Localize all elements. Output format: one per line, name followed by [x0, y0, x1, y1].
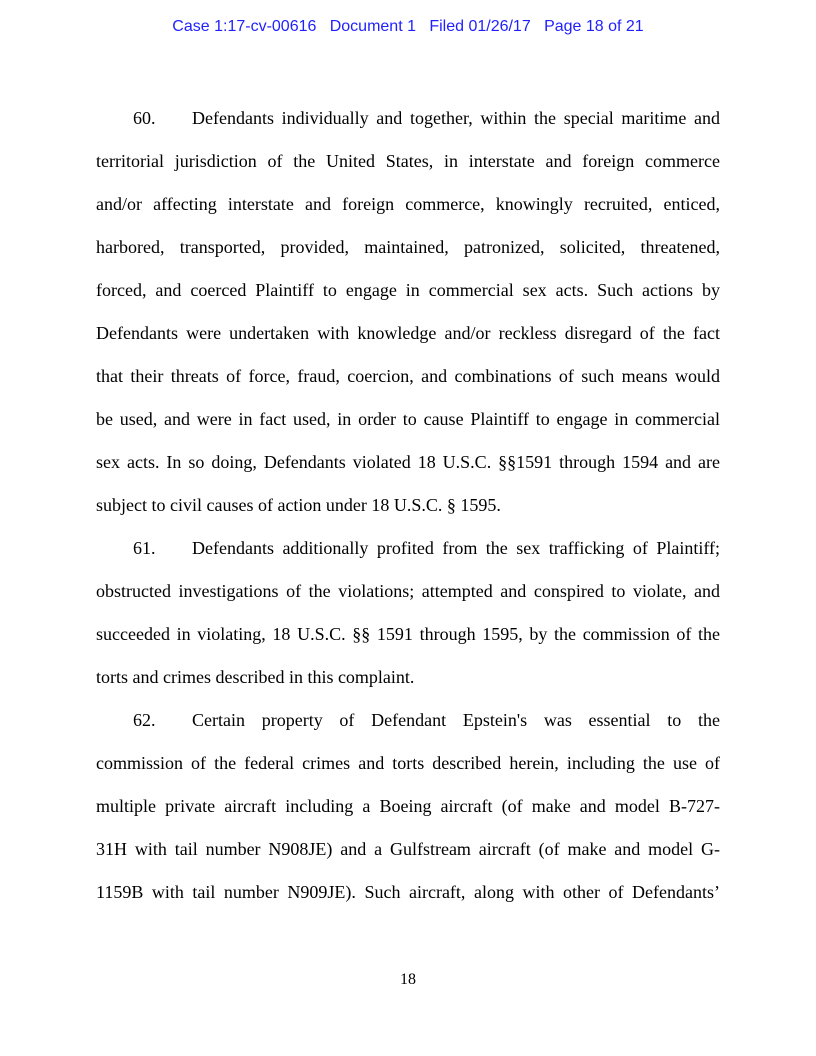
- paragraph-60: [96, 104, 720, 534]
- text-line: [96, 104, 720, 147]
- line-text: be used, and were in fact used, in order to cause Plaintiff to engage in commercial: [96, 409, 720, 429]
- text-line: [96, 491, 720, 534]
- text-line: [96, 233, 720, 276]
- line-text: harbored, transported, provided, maintained, patronized, solicited, threatened,: [96, 237, 720, 257]
- line-text: territorial jurisdiction of the United States, in interstate and foreign commerce: [96, 151, 720, 171]
- line-text: torts and crimes described in this complaint.: [96, 667, 415, 687]
- text-line: [96, 276, 720, 319]
- paragraph-number: 62.: [133, 710, 156, 730]
- line-text: Defendants additionally profited from the sex trafficking of Plaintiff;: [192, 538, 720, 558]
- line-text: commission of the federal crimes and torts described herein, including the use of: [96, 753, 720, 773]
- text-line: [96, 534, 720, 577]
- text-line: [96, 190, 720, 233]
- line-text: 1159B with tail number N909JE). Such aircraft, along with other of Defendants’: [96, 882, 720, 902]
- line-text: 31H with tail number N908JE) and a Gulfstream aircraft (of make and model G-: [96, 839, 720, 859]
- line-text: and/or affecting interstate and foreign commerce, knowingly recruited, enticed,: [96, 194, 720, 214]
- text-line: [96, 663, 720, 706]
- line-text: succeeded in violating, 18 U.S.C. §§ 1591 through 1595, by the commission of the: [96, 624, 720, 644]
- line-text: subject to civil causes of action under 18 U.S.C. § 1595.: [96, 495, 501, 515]
- text-line: [96, 319, 720, 362]
- text-line: [96, 147, 720, 190]
- text-line: [96, 749, 720, 792]
- text-line: [96, 878, 720, 921]
- text-line: [96, 448, 720, 491]
- text-line: [96, 405, 720, 448]
- line-text: sex acts. In so doing, Defendants violated 18 U.S.C. §§1591 through 1594 and are: [96, 452, 720, 472]
- document-body: [96, 104, 720, 921]
- text-line: [96, 362, 720, 405]
- line-text: multiple private aircraft including a Boeing aircraft (of make and model B-727-: [96, 796, 720, 816]
- line-text: that their threats of force, fraud, coercion, and combinations of such means would: [96, 366, 720, 386]
- text-line: [96, 792, 720, 835]
- text-line: [96, 706, 720, 749]
- line-text: forced, and coerced Plaintiff to engage in commercial sex acts. Such actions by: [96, 280, 720, 300]
- line-text: Defendants individually and together, within the special maritime and: [192, 108, 720, 128]
- paragraph-62: [96, 706, 720, 921]
- page-number: 18: [400, 971, 416, 988]
- text-line: [96, 620, 720, 663]
- paragraph-number: 61.: [133, 538, 156, 558]
- text-line: [96, 835, 720, 878]
- line-text: obstructed investigations of the violations; attempted and conspired to violate, and: [96, 581, 720, 601]
- paragraph-61: [96, 534, 720, 706]
- line-text: Defendants were undertaken with knowledge and/or reckless disregard of the fact: [96, 323, 720, 343]
- case-header: Case 1:17-cv-00616 Document 1 Filed 01/26/17 Page 18 of 21: [172, 18, 644, 35]
- text-line: [96, 577, 720, 620]
- paragraph-number: 60.: [133, 108, 156, 128]
- line-text: Certain property of Defendant Epstein's was essential to the: [192, 710, 720, 730]
